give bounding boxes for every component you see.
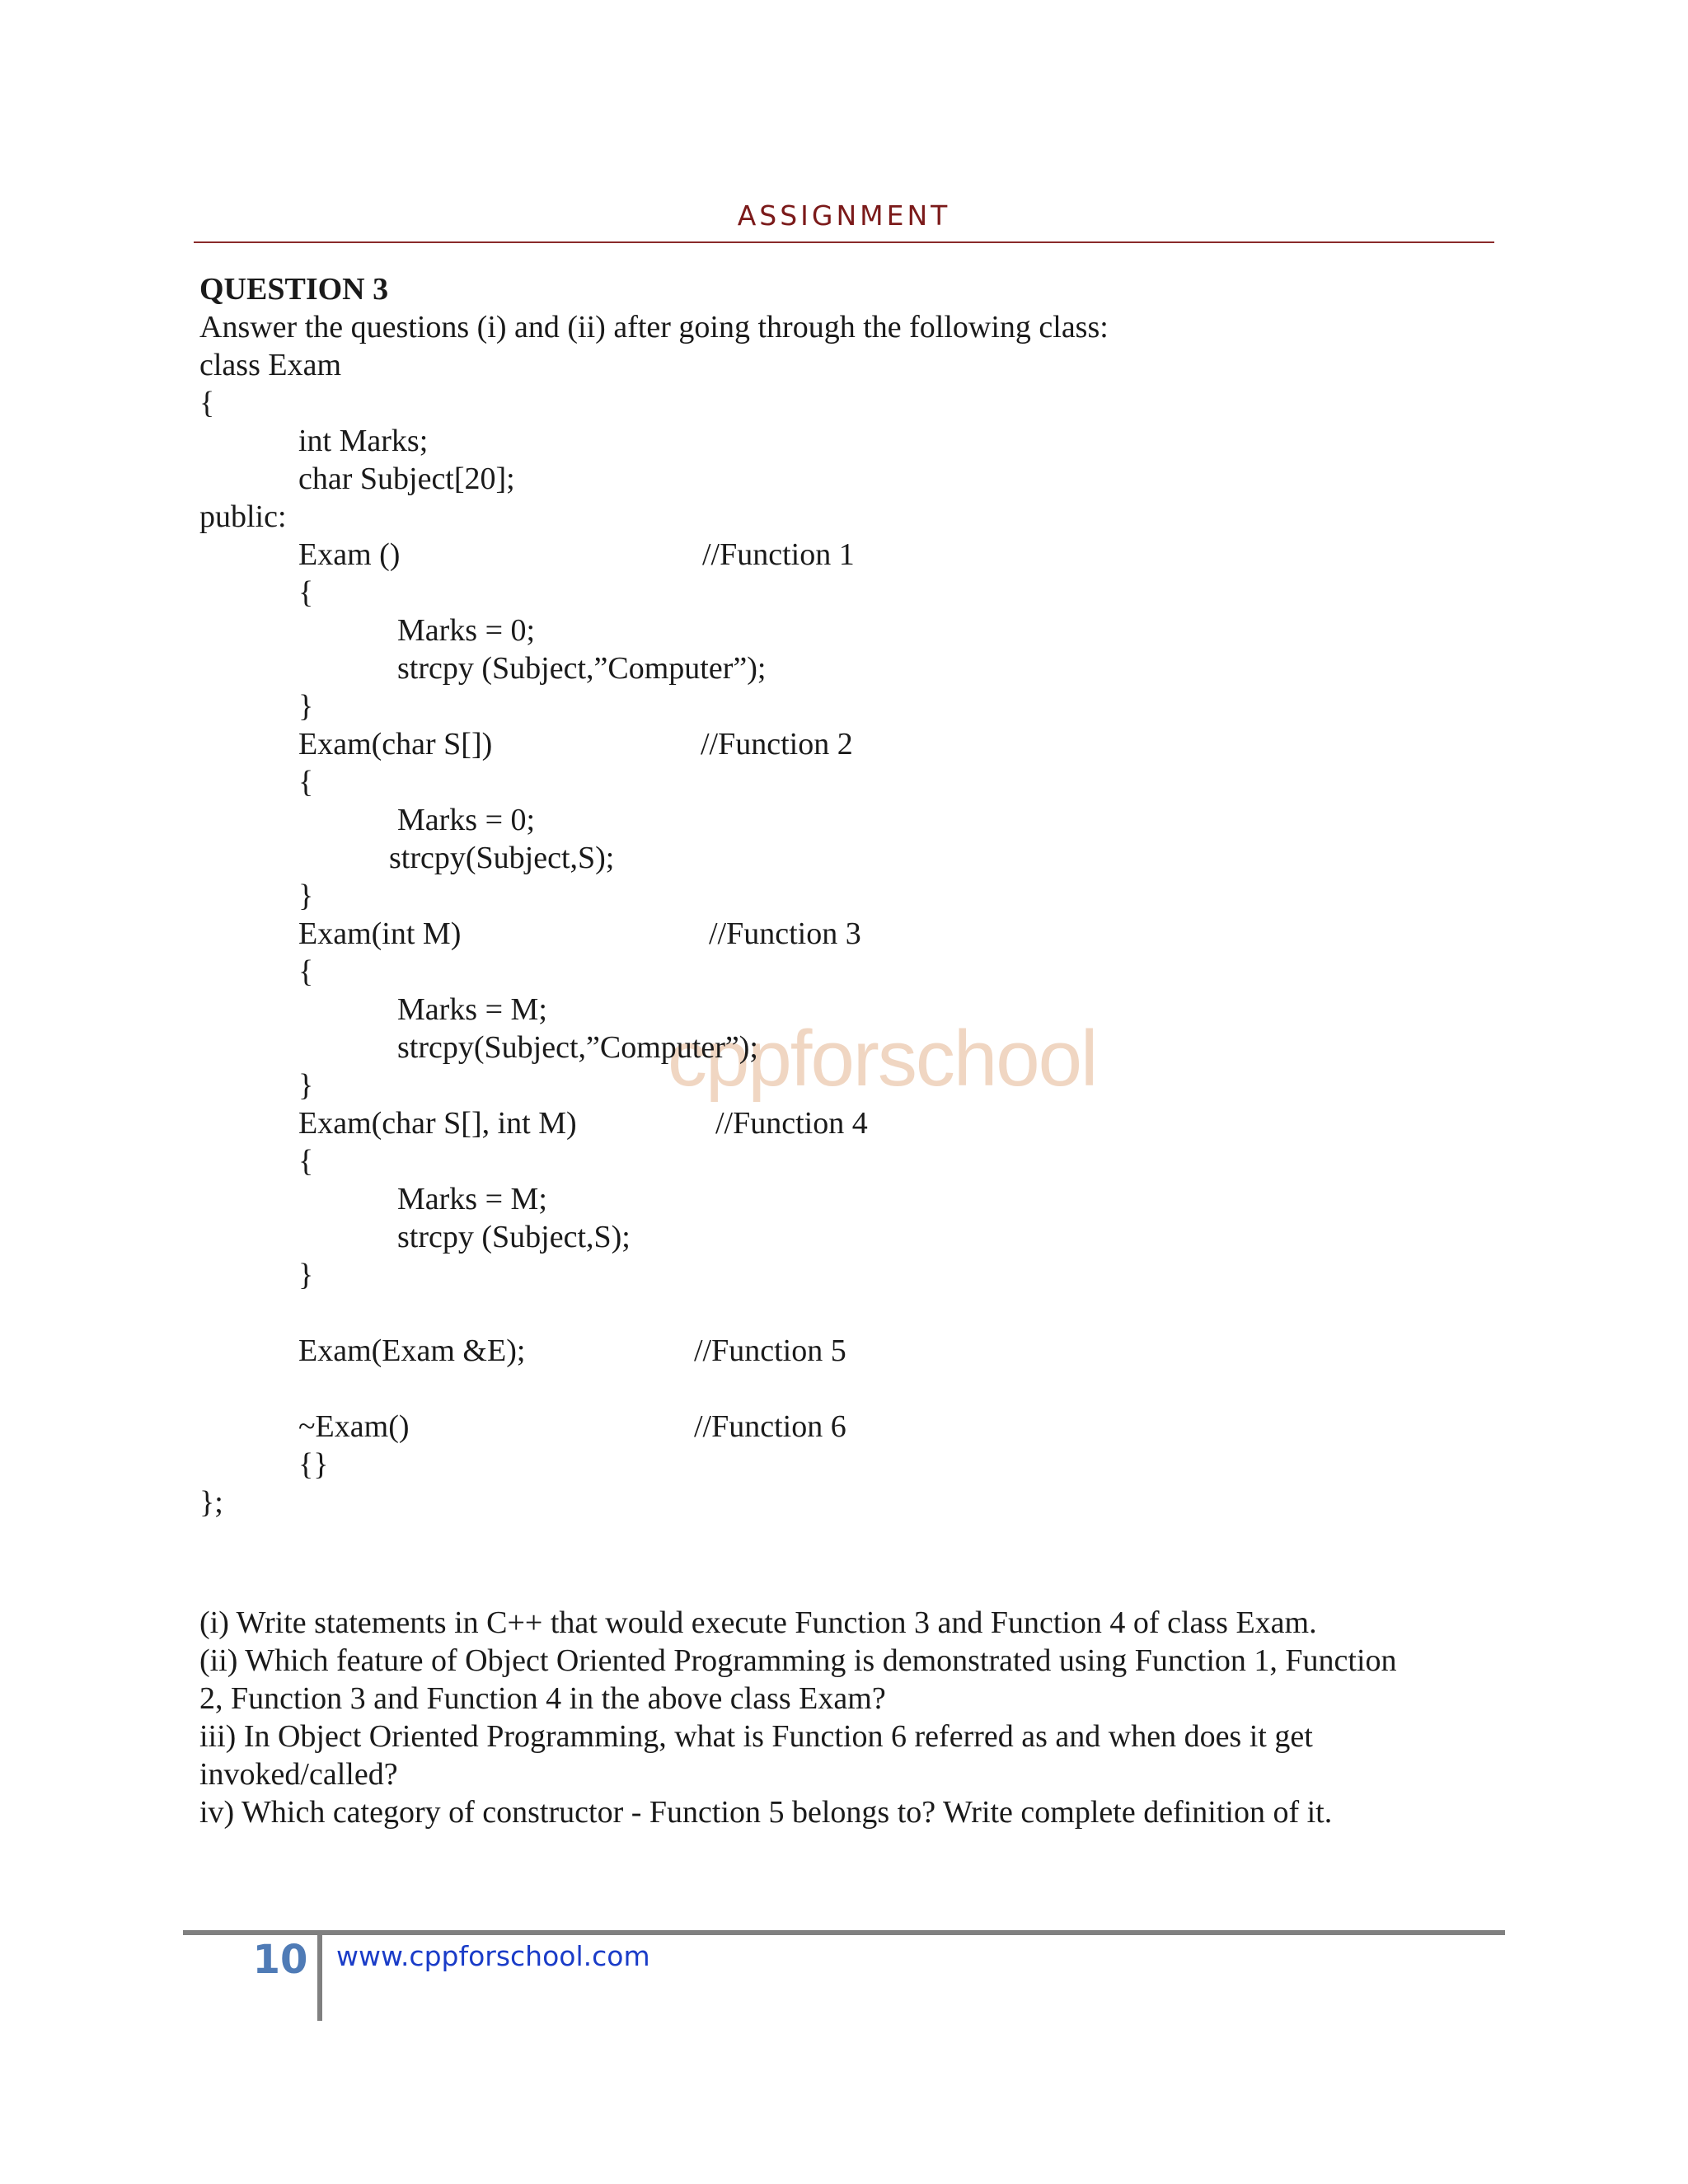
code-line: Exam(char S[]) //Function 2	[298, 727, 853, 762]
blank-line	[199, 1294, 1502, 1332]
code-comment: //Function 1	[702, 537, 855, 572]
code-line: {	[298, 575, 314, 610]
code-line: }	[298, 879, 314, 913]
code-comment: //Function 2	[701, 727, 853, 762]
footer-divider	[317, 1935, 322, 2021]
code-line: }	[298, 689, 314, 724]
code-line: ~Exam() //Function 6	[298, 1409, 846, 1444]
code-line: strcpy (Subject,”Computer”);	[397, 651, 767, 686]
code-comment: //Function 3	[709, 916, 861, 951]
code-line: {}	[298, 1447, 329, 1482]
question-item-iv: iv) Which category of constructor - Function 5 belongs to? Write complete definition of it.	[199, 1795, 1333, 1830]
code-comment: //Function 6	[694, 1409, 846, 1444]
code-line: Marks = M;	[397, 992, 547, 1027]
question-list	[199, 1604, 1502, 1831]
code-line: Exam () //Function 1	[298, 537, 855, 572]
code-line: {	[199, 386, 215, 420]
question-title: QUESTION 3	[199, 272, 389, 307]
code-line: int Marks;	[298, 424, 429, 458]
code-line: {	[298, 954, 314, 989]
blank-line	[199, 1370, 1502, 1408]
question-intro: Answer the questions (i) and (ii) after going through the following class:	[199, 310, 1109, 344]
page-number: 10	[252, 1937, 308, 1983]
code-line: Marks = 0;	[397, 803, 536, 837]
code-line: strcpy(Subject,”Computer”);	[397, 1030, 758, 1065]
code-line: public:	[199, 499, 287, 534]
code-comment: //Function 5	[694, 1333, 846, 1368]
code-line: Marks = M;	[397, 1182, 547, 1216]
code-line: }	[298, 1258, 314, 1292]
question-item-ii: (ii) Which feature of Object Oriented Programming is demonstrated using Function 1, Function	[199, 1643, 1397, 1678]
footer-rule	[183, 1930, 1505, 1935]
code-line: Marks = 0;	[397, 613, 536, 648]
code-line: };	[199, 1485, 223, 1520]
question-item-iii-cont: invoked/called?	[199, 1757, 398, 1792]
code-line: Exam(int M) //Function 3	[298, 916, 861, 951]
code-line: char Subject[20];	[298, 462, 515, 496]
footer-website-link[interactable]: www.cppforschool.com	[336, 1940, 650, 1972]
code-line: Exam(Exam &E); //Function 5	[298, 1333, 846, 1368]
code-line: {	[298, 765, 314, 799]
question-item-i: (i) Write statements in C++ that would execute Function 3 and Function 4 of class Exam.	[199, 1605, 1317, 1640]
header-rule	[194, 241, 1494, 243]
question-content	[199, 270, 1502, 1521]
code-comment: //Function 4	[715, 1106, 868, 1141]
code-line: strcpy(Subject,S);	[389, 841, 615, 875]
code-line: {	[298, 1144, 314, 1179]
code-line: class Exam	[199, 348, 342, 382]
page-header-title: ASSIGNMENT	[737, 199, 951, 232]
question-item-iii: iii) In Object Oriented Programming, what is Function 6 referred as and when does it get	[199, 1719, 1313, 1754]
code-line: }	[298, 1068, 314, 1103]
watermark: cppforschool	[668, 1015, 1097, 1103]
question-item-ii-cont: 2, Function 3 and Function 4 in the above class Exam?	[199, 1681, 886, 1716]
code-line: strcpy (Subject,S);	[397, 1220, 631, 1254]
code-line: Exam(char S[], int M) //Function 4	[298, 1106, 868, 1141]
